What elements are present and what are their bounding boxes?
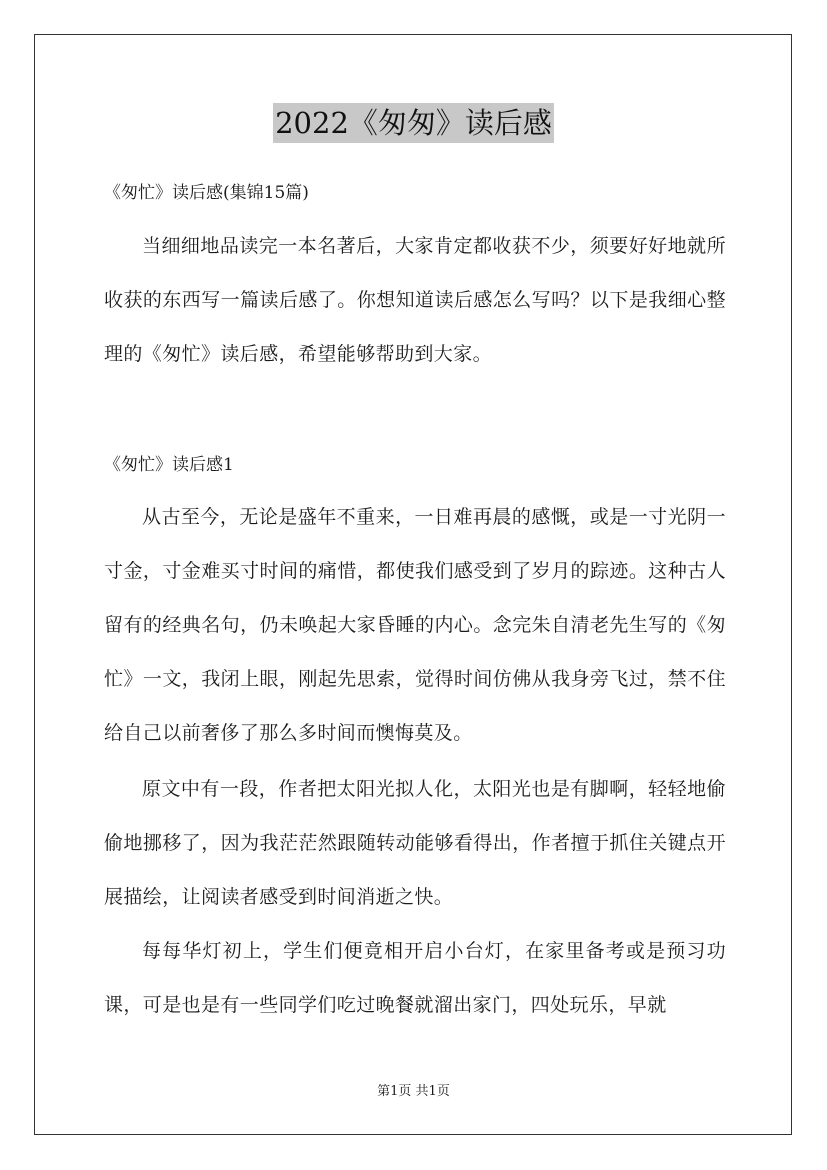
body-paragraph-1: 从古至今，无论是盛年不重来，一日难再晨的感慨，或是一寸光阴一寸金，寸金难买寸时间的痛惜，都使我们感受到了岁月的踪迹。这种古人留有的经典名句，仍未唤起大家昏睡的内心。念完朱自清老先生写的《匆忙》一文，我闭上眼，刚起先思索，觉得时间仿佛从我身旁飞过，禁不住给自己以前奢侈了那么多时间而懊悔莫及。 [104,506,726,744]
body-paragraph-2: 原文中有一段，作者把太阳光拟人化，太阳光也是有脚啊，轻轻地偷偷地挪移了，因为我茫茫然跟随转动能够看得出，作者擅于抓住关键点开展描绘，让阅读者感受到时间消逝之快。 [104,778,726,908]
page-footer: 第1页 共1页 [377,1084,450,1099]
body-paragraph-3: 每每华灯初上，学生们便竟相开启小台灯，在家里备考或是预习功课，可是也是有一些同学们吃过晚餐就溜出家门，四处玩乐，早就 [104,940,726,1016]
document-subtitle: 《匆忙》读后感(集锦15篇) [104,183,309,203]
section-heading: 《匆忙》读后感1 [104,455,234,475]
document-title: 2022《匆匆》读后感 [273,103,554,143]
intro-paragraph: 当细细地品读完一本名著后，大家肯定都收获不少，须要好好地就所收获的东西写一篇读后感了。你想知道读后感怎么写吗？以下是我细心整理的《匆忙》读后感，希望能够帮助到大家。 [104,235,726,365]
title-container [0,103,827,143]
